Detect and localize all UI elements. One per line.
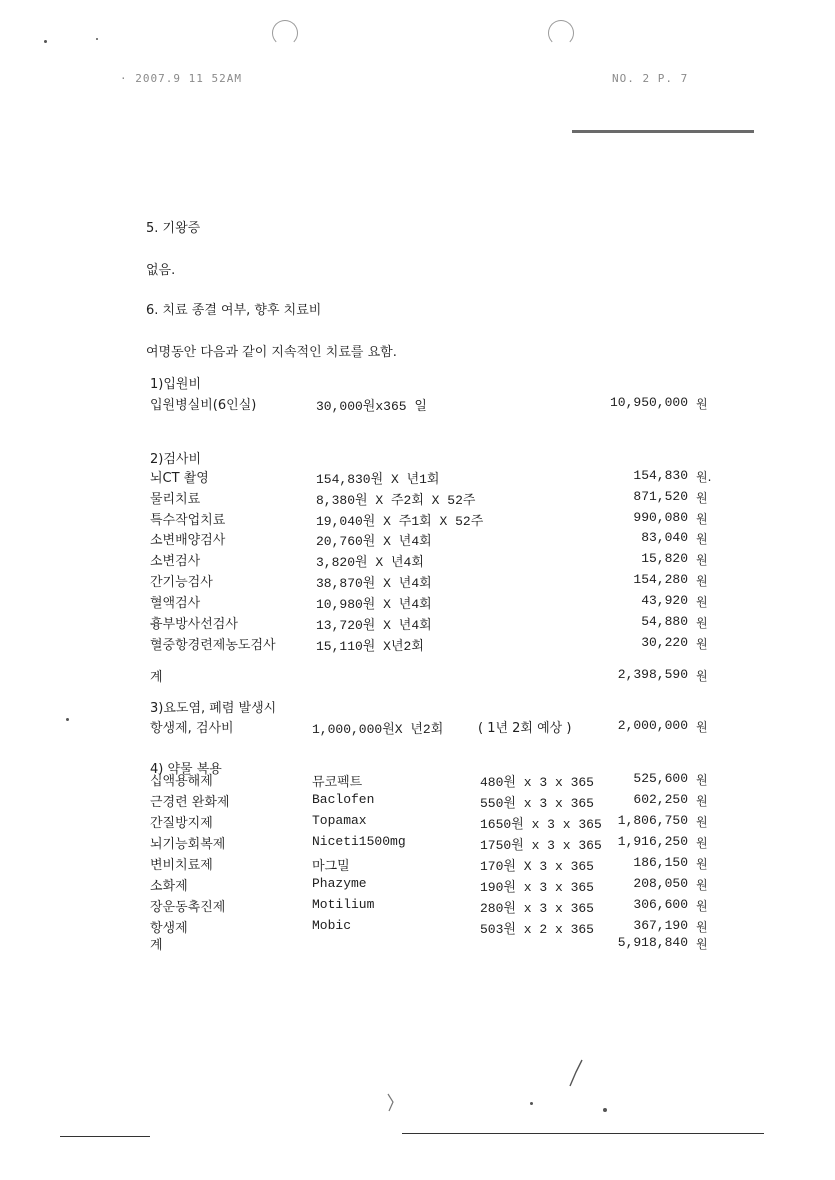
med-item-unit: 원 <box>696 815 708 829</box>
scan-speck <box>96 38 98 40</box>
med-item-calc: 170원 X 3 x 365 <box>480 859 594 874</box>
tests-heading: 2)검사비 <box>150 452 202 467</box>
section-6-title: 6. 치료 종결 여부, 향후 치료비 <box>146 303 322 318</box>
section-5-body: 없음. <box>146 263 176 278</box>
test-item-unit: 원 <box>696 574 708 588</box>
uti-heading: 3)요도염, 폐렴 발생시 <box>150 701 277 716</box>
admission-amount: 10,950,000 <box>609 395 688 410</box>
tests-total-unit: 원 <box>696 669 708 683</box>
med-item-calc: 550원 x 3 x 365 <box>480 796 594 811</box>
test-item-calc: 19,040원 X 주1회 X 52주 <box>316 514 484 529</box>
test-item-unit: 원 <box>696 553 708 567</box>
test-item-name: 뇌CT 촬영 <box>150 471 209 486</box>
med-item-unit: 원 <box>696 878 708 892</box>
med-item-unit: 원 <box>696 773 708 787</box>
med-item-drug: 뮤코펙트 <box>312 775 363 790</box>
med-item-drug: Niceti1500mg <box>312 834 406 849</box>
admission-item: 입원병실비(6인실) <box>150 398 257 413</box>
meds-total-amount: 5,918,840 <box>617 935 688 950</box>
scan-speck <box>44 40 47 43</box>
test-item-amount: 154,830 <box>633 468 688 483</box>
med-item-amount: 306,600 <box>633 897 688 912</box>
test-item-amount: 871,520 <box>633 489 688 504</box>
tests-total-amount: 2,398,590 <box>617 667 688 682</box>
scan-speck <box>530 1102 533 1105</box>
scan-speck <box>603 1108 607 1112</box>
med-item-amount: 525,600 <box>633 771 688 786</box>
med-item-purpose: 변비치료제 <box>150 858 213 873</box>
test-item-name: 간기능검사 <box>150 575 213 590</box>
med-item-drug: Baclofen <box>312 792 375 807</box>
section-6-intro: 여명동안 다음과 같이 지속적인 치료를 요함. <box>146 345 397 360</box>
test-item-unit: 원 <box>696 595 708 609</box>
med-item-purpose: 장운동촉진제 <box>150 900 226 915</box>
test-item-amount: 30,220 <box>641 635 688 650</box>
med-item-calc: 1750원 x 3 x 365 <box>480 838 602 853</box>
test-item-calc: 8,380원 X 주2회 X 52주 <box>316 493 476 508</box>
med-item-drug: Motilium <box>312 897 375 912</box>
test-item-amount: 990,080 <box>633 510 688 525</box>
test-item-name: 소변배양검사 <box>150 533 226 548</box>
section-5-title: 5. 기왕증 <box>146 221 201 236</box>
scan-edge-right <box>402 1133 764 1134</box>
test-item-amount: 54,880 <box>641 614 688 629</box>
med-item-amount: 1,806,750 <box>617 813 688 828</box>
meds-heading: 4) 약물 복용 <box>150 762 222 777</box>
test-item-amount: 83,040 <box>641 530 688 545</box>
med-item-amount: 602,250 <box>633 792 688 807</box>
meds-total-unit: 원 <box>696 937 708 951</box>
test-item-name: 소변검사 <box>150 554 201 569</box>
med-item-unit: 원 <box>696 899 708 913</box>
med-item-calc: 503원 x 2 x 365 <box>480 922 594 937</box>
test-item-calc: 38,870원 X 년4회 <box>316 576 432 591</box>
test-item-name: 혈중항경련제농도검사 <box>150 638 276 653</box>
test-item-calc: 154,830원 X 년1회 <box>316 472 440 487</box>
test-item-amount: 15,820 <box>641 551 688 566</box>
test-item-amount: 154,280 <box>633 572 688 587</box>
med-item-drug: Phazyme <box>312 876 367 891</box>
admission-calc: 30,000원x365 일 <box>316 399 427 414</box>
med-item-drug: Mobic <box>312 918 352 933</box>
test-item-unit: 원 <box>696 616 708 630</box>
test-item-calc: 20,760원 X 년4회 <box>316 534 432 549</box>
uti-amount: 2,000,000 <box>617 718 688 733</box>
med-item-amount: 186,150 <box>633 855 688 870</box>
med-item-calc: 190원 x 3 x 365 <box>480 880 594 895</box>
med-item-unit: 원 <box>696 920 708 934</box>
med-item-purpose: 간질방지제 <box>150 816 213 831</box>
med-item-calc: 480원 x 3 x 365 <box>480 775 594 790</box>
med-item-unit: 원 <box>696 794 708 808</box>
pen-mark-small <box>384 1092 398 1114</box>
test-item-name: 흉부방사선검사 <box>150 617 238 632</box>
med-item-unit: 원 <box>696 857 708 871</box>
med-item-calc: 280원 x 3 x 365 <box>480 901 594 916</box>
uti-item: 항생제, 검사비 <box>150 721 234 736</box>
med-item-purpose: 항생제 <box>150 921 188 936</box>
test-item-name: 물리치료 <box>150 492 201 507</box>
pen-mark <box>560 1058 590 1092</box>
test-item-unit: 원 <box>696 637 708 651</box>
scan-edge-left <box>60 1136 150 1137</box>
med-item-purpose: 십액용해제 <box>150 774 213 789</box>
test-item-unit: 원 <box>696 491 708 505</box>
scan-speck <box>66 718 69 721</box>
punch-hole-right <box>548 20 574 46</box>
test-item-amount: 43,920 <box>641 593 688 608</box>
test-item-unit: 원 <box>696 512 708 526</box>
med-item-unit: 원 <box>696 836 708 850</box>
test-item-calc: 15,110원 X년2회 <box>316 639 424 654</box>
med-item-purpose: 소화제 <box>150 879 188 894</box>
fax-header-right: NO. 2 P. 7 <box>612 72 689 85</box>
test-item-name: 혈액검사 <box>150 596 201 611</box>
tests-total-label: 계 <box>150 670 163 685</box>
med-item-amount: 208,050 <box>633 876 688 891</box>
test-item-calc: 13,720원 X 년4회 <box>316 618 432 633</box>
uti-note: ( 1년 2회 예상 ) <box>478 721 572 736</box>
med-item-drug: 마그밀 <box>312 859 350 874</box>
test-item-calc: 10,980원 X 년4회 <box>316 597 432 612</box>
med-item-purpose: 근경련 완화제 <box>150 795 230 810</box>
test-item-calc: 3,820원 X 년4회 <box>316 555 424 570</box>
scan-mark-top-right <box>572 130 754 133</box>
med-item-calc: 1650원 x 3 x 365 <box>480 817 602 832</box>
test-item-unit: 원. <box>696 470 712 484</box>
uti-calc: 1,000,000원X 년2회 <box>312 722 444 737</box>
med-item-amount: 367,190 <box>633 918 688 933</box>
test-item-unit: 원 <box>696 532 708 546</box>
med-item-amount: 1,916,250 <box>617 834 688 849</box>
med-item-drug: Topamax <box>312 813 367 828</box>
admission-unit: 원 <box>696 397 708 411</box>
fax-header-left: · 2007.9 11 52AM <box>120 72 242 85</box>
uti-unit: 원 <box>696 720 708 734</box>
admission-heading: 1)입원비 <box>150 377 202 392</box>
punch-hole-left <box>272 20 298 46</box>
med-item-purpose: 뇌기능회복제 <box>150 837 226 852</box>
meds-total-label: 계 <box>150 938 163 953</box>
test-item-name: 특수작업치료 <box>150 513 226 528</box>
